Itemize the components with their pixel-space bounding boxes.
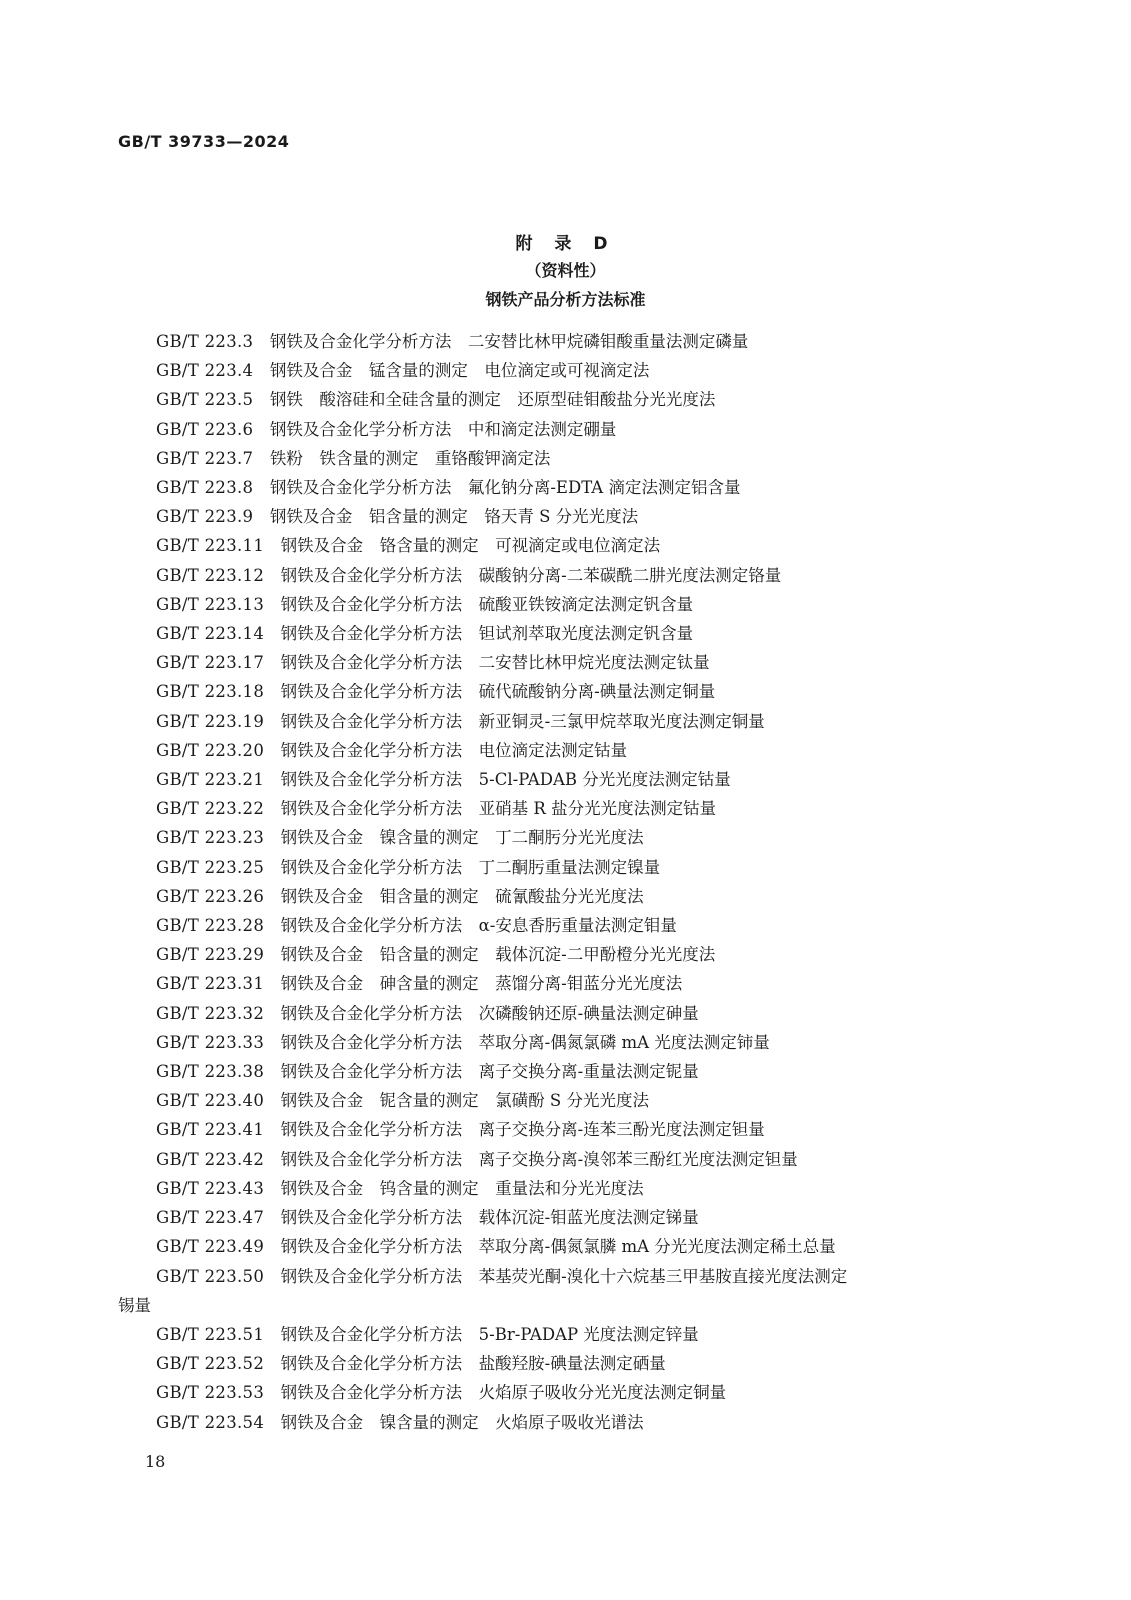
standard-title: 钢铁及合金化学分析方法 盐酸羟胺-碘量法测定硒量 <box>280 1354 666 1374</box>
standard-code-number: GB/T 223.29 <box>156 945 265 965</box>
standard-code: GB/T 39733—2024 <box>118 132 290 151</box>
standard-entry <box>118 1408 998 1437</box>
standard-entry <box>118 1232 998 1261</box>
standard-title: 钢铁及合金化学分析方法 氟化钠分离-EDTA 滴定法测定铝含量 <box>269 478 741 498</box>
standard-title: 钢铁及合金 铝含量的测定 铬天青 S 分光光度法 <box>269 507 639 527</box>
standard-title: 钢铁及合金化学分析方法 硫酸亚铁铵滴定法测定钒含量 <box>280 594 694 614</box>
standard-title: 钢铁及合金 镍含量的测定 火焰原子吸收光谱法 <box>280 1412 644 1432</box>
standard-entry <box>118 1115 998 1144</box>
standard-entry <box>118 969 998 998</box>
standard-code-number: GB/T 223.8 <box>156 478 254 498</box>
standard-entry <box>118 999 998 1028</box>
standard-code-number: GB/T 223.13 <box>156 594 265 614</box>
standard-title: 钢铁及合金化学分析方法 α-安息香肟重量法测定钼量 <box>280 916 677 936</box>
standard-entry <box>118 1028 998 1057</box>
standard-code-number: GB/T 223.33 <box>156 1032 265 1052</box>
standard-title: 钢铁及合金 铬含量的测定 可视滴定或电位滴定法 <box>280 536 661 556</box>
standard-entry <box>118 1057 998 1086</box>
standard-code-number: GB/T 223.14 <box>156 624 265 644</box>
standard-title: 钢铁及合金化学分析方法 离子交换分离-溴邻苯三酚红光度法测定钽量 <box>280 1149 798 1169</box>
standard-title: 钢铁及合金化学分析方法 火焰原子吸收分光光度法测定铜量 <box>280 1383 727 1403</box>
standard-title: 钢铁及合金化学分析方法 钽试剂萃取光度法测定钒含量 <box>280 624 694 644</box>
standard-title: 钢铁及合金化学分析方法 5-Br-PADAP 光度法测定锌量 <box>280 1324 699 1344</box>
standard-code-number: GB/T 223.21 <box>156 770 265 790</box>
standard-code-number: GB/T 223.40 <box>156 1091 265 1111</box>
standard-code-number: GB/T 223.52 <box>156 1354 265 1374</box>
standards-list <box>118 327 998 1437</box>
standard-code-number: GB/T 223.9 <box>156 507 254 527</box>
standard-entry <box>118 707 998 736</box>
standard-entry <box>118 882 998 911</box>
standard-entry <box>118 619 998 648</box>
standard-entry <box>118 911 998 940</box>
standard-code-number: GB/T 223.18 <box>156 682 265 702</box>
standard-title: 钢铁及合金化学分析方法 新亚铜灵-三氯甲烷萃取光度法测定铜量 <box>280 711 765 731</box>
standard-entry <box>118 327 998 356</box>
standard-entry <box>118 1378 998 1407</box>
standard-title: 钢铁及合金化学分析方法 二安替比林甲烷光度法测定钛量 <box>280 653 710 673</box>
standard-entry <box>118 648 998 677</box>
standard-code-number: GB/T 223.38 <box>156 1062 265 1082</box>
standard-code-number: GB/T 223.4 <box>156 361 254 381</box>
standard-entry <box>118 590 998 619</box>
standard-title-continuation: 锡量 <box>118 1295 151 1315</box>
standard-title: 钢铁及合金 锰含量的测定 电位滴定或可视滴定法 <box>269 361 650 381</box>
standard-entry <box>118 444 998 473</box>
standard-entry <box>118 473 998 502</box>
standard-code-number: GB/T 223.19 <box>156 711 265 731</box>
standard-code-number: GB/T 223.3 <box>156 332 254 351</box>
standard-entry <box>118 765 998 794</box>
standard-title: 钢铁及合金 镍含量的测定 丁二酮肟分光光度法 <box>280 828 644 848</box>
standard-code-number: GB/T 223.12 <box>156 565 265 585</box>
standard-code-number: GB/T 223.32 <box>156 1003 265 1023</box>
standard-code-number: GB/T 223.23 <box>156 828 265 848</box>
standard-title: 钢铁及合金 砷含量的测定 蒸馏分离-钼蓝分光光度法 <box>280 974 683 994</box>
standard-title: 钢铁及合金化学分析方法 离子交换分离-连苯三酚光度法测定钽量 <box>280 1120 765 1140</box>
standard-entry <box>118 502 998 531</box>
standard-code-number: GB/T 223.17 <box>156 653 265 673</box>
standard-entry <box>118 531 998 560</box>
standard-entry <box>118 1203 998 1232</box>
standard-entry <box>118 1262 998 1320</box>
standard-title: 钢铁 酸溶硅和全硅含量的测定 还原型硅钼酸盐分光光度法 <box>269 390 716 410</box>
standard-title: 钢铁及合金化学分析方法 苯基荧光酮-溴化十六烷基三甲基胺直接光度法测定 <box>280 1266 848 1286</box>
standard-title: 钢铁及合金化学分析方法 碳酸钠分离-二苯碳酰二肼光度法测定铬量 <box>280 565 782 585</box>
standard-entry <box>118 1086 998 1115</box>
appendix-title: 钢铁产品分析方法标准 <box>485 290 646 309</box>
appendix-label: 附 录 D <box>515 234 616 254</box>
standard-code-number: GB/T 223.26 <box>156 886 265 906</box>
standard-code-number: GB/T 223.25 <box>156 857 265 877</box>
standard-code-number: GB/T 223.43 <box>156 1178 265 1198</box>
standard-code-number: GB/T 223.28 <box>156 916 265 936</box>
standard-code-number: GB/T 223.50 <box>156 1266 265 1286</box>
standard-code-number: GB/T 223.54 <box>156 1412 265 1432</box>
standard-title: 钢铁及合金化学分析方法 次磷酸钠还原-碘量法测定砷量 <box>280 1003 699 1023</box>
page-number: 18 <box>145 1452 166 1471</box>
standard-entry <box>118 356 998 385</box>
standard-code-number: GB/T 223.53 <box>156 1383 265 1403</box>
standard-code-number: GB/T 223.5 <box>156 390 254 410</box>
standard-title: 钢铁及合金化学分析方法 硫代硫酸钠分离-碘量法测定铜量 <box>280 682 716 702</box>
standard-entry <box>118 940 998 969</box>
standard-title: 钢铁及合金化学分析方法 萃取分离-偶氮氯磷 mA 光度法测定铈量 <box>280 1032 770 1052</box>
standard-entry <box>118 823 998 852</box>
standard-entry <box>118 794 998 823</box>
standard-code-number: GB/T 223.47 <box>156 1208 265 1228</box>
standard-entry <box>118 1320 998 1349</box>
standard-title: 钢铁及合金化学分析方法 萃取分离-偶氮氯膦 mA 分光光度法测定稀土总量 <box>280 1237 836 1257</box>
standard-entry <box>118 415 998 444</box>
standard-title: 钢铁及合金化学分析方法 中和滴定法测定硼量 <box>269 419 617 439</box>
standard-code-number: GB/T 223.7 <box>156 448 254 468</box>
standard-title: 钢铁及合金 钼含量的测定 硫氰酸盐分光光度法 <box>280 886 644 906</box>
standard-code-number: GB/T 223.6 <box>156 419 254 439</box>
standard-code-number: GB/T 223.42 <box>156 1149 265 1169</box>
standard-entry <box>118 1145 998 1174</box>
standard-title: 钢铁及合金 铅含量的测定 载体沉淀-二甲酚橙分光光度法 <box>280 945 716 965</box>
standard-code-number: GB/T 223.51 <box>156 1324 265 1344</box>
standard-entry <box>118 736 998 765</box>
standard-code-number: GB/T 223.49 <box>156 1237 265 1257</box>
standard-entry <box>118 677 998 706</box>
standard-title: 钢铁及合金化学分析方法 5-Cl-PADAB 分光光度法测定钴量 <box>280 770 731 790</box>
standard-entry <box>118 385 998 414</box>
standard-title: 钢铁及合金 铌含量的测定 氯磺酚 S 分光光度法 <box>280 1091 649 1111</box>
standard-title: 钢铁及合金化学分析方法 亚硝基 R 盐分光光度法测定钴量 <box>280 799 717 819</box>
standard-title: 钢铁及合金化学分析方法 离子交换分离-重量法测定铌量 <box>280 1062 699 1082</box>
standard-title: 铁粉 铁含量的测定 重铬酸钾滴定法 <box>269 448 551 468</box>
standard-entry <box>118 853 998 882</box>
standard-title: 钢铁及合金化学分析方法 二安替比林甲烷磷钼酸重量法测定磷量 <box>269 332 749 351</box>
standard-title: 钢铁及合金化学分析方法 丁二酮肟重量法测定镍量 <box>280 857 661 877</box>
standard-code-number: GB/T 223.11 <box>156 536 265 556</box>
appendix-nature: （资料性） <box>525 261 606 280</box>
standard-title: 钢铁及合金化学分析方法 载体沉淀-钼蓝光度法测定锑量 <box>280 1208 699 1228</box>
standard-entry <box>118 1174 998 1203</box>
standard-entry <box>118 561 998 590</box>
standard-code-number: GB/T 223.22 <box>156 799 265 819</box>
standard-code-number: GB/T 223.41 <box>156 1120 265 1140</box>
standard-code-number: GB/T 223.20 <box>156 740 265 760</box>
standard-code-number: GB/T 223.31 <box>156 974 265 994</box>
standard-title: 钢铁及合金 钨含量的测定 重量法和分光光度法 <box>280 1178 644 1198</box>
standard-entry <box>118 1349 998 1378</box>
standard-title: 钢铁及合金化学分析方法 电位滴定法测定钴量 <box>280 740 628 760</box>
